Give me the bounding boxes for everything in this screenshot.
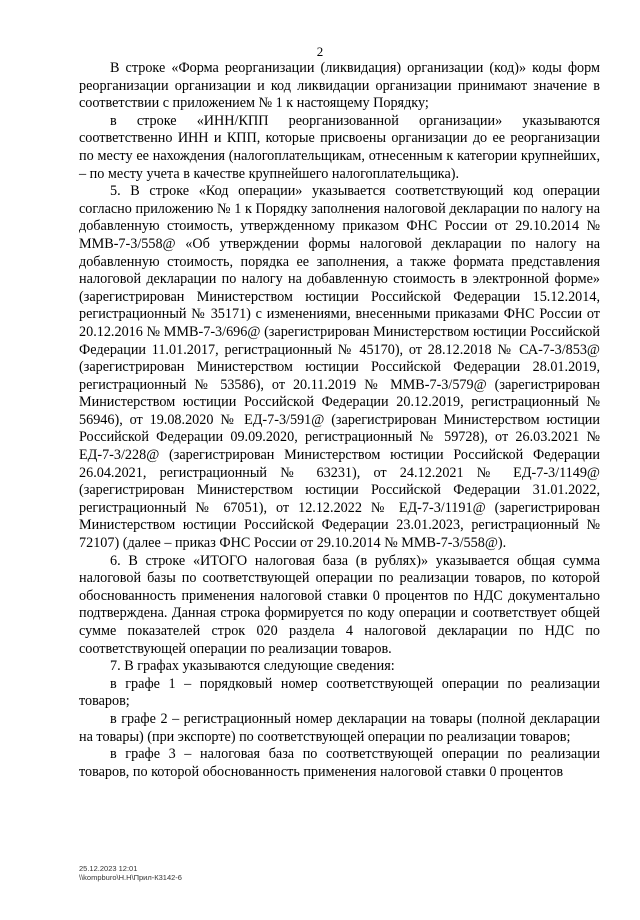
file-footer (79, 864, 182, 882)
footer-file-path: \\kompburo\Н.Н\Прил-К3142-6 (79, 873, 182, 882)
paragraph-inn-kpp: в строке «ИНН/КПП реорганизованной организации» указываются соответственно ИНН и КПП, которые присвоены организации до ее реорганизации по месту ее нахождения (налогоплательщикам, отнесенным к категории крупнейших, – по месту учета в качестве крупнейшего налогоплательщика). (79, 112, 600, 182)
paragraph-reorganization-form: В строке «Форма реорганизации (ликвидация) организации (код)» коды форм реорганизации организации и код ликвидации организации принимают значение в соответствии с приложением № 1 к настоящему Порядку; (79, 60, 600, 112)
paragraph-column-3: в графе 3 – налоговая база по соответствующей операции по реализации товаров, по которой обоснованность применения налоговой ставки 0 процентов (79, 746, 600, 780)
paragraph-6-total-tax-base: 6. В строке «ИТОГО налоговая база (в рублях)» указывается общая сумма налоговой базы по соответствующей операции по реализации товаров, по которой обоснованность применения налоговой ставки 0 процентов по НДС документально подтверждена. Данная строка формируется по коду операции и соответствует общей сумме показателей строк 020 раздела 4 налоговой декларации по НДС по соответствующей операции по реализации товаров. (79, 552, 600, 657)
footer-timestamp: 25.12.2023 12:01 (79, 864, 138, 873)
page-number: 2 (316, 44, 324, 59)
paragraph-7-columns: 7. В графах указываются следующие сведения: (110, 658, 395, 675)
paragraph-column-2: в графе 2 – регистрационный номер декларации на товары (полной декларации на товары) (при экспорте) по соответствующей операции по реализации товаров; (79, 710, 600, 745)
paragraph-5-operation-code: 5. В строке «Код операции» указывается соответствующий код операции согласно приложению № 1 к Порядку заполнения налоговой декларации по налогу на добавленную стоимость, утвержденному приказом ФНС России от 29.10.2014 № ММВ-7-3/558@ «Об утверждении формы налоговой декларации по налогу на добавленную стоимость, порядка ее заполнения, а также формата представления налоговой декларации по налогу на добавленную стоимость в электронной форме» (зарегистрирован Министерством юстиции Российской Федерации 15.12.2014, регистрационный № 35171) с изменениями, внесенными приказами ФНС России от 20.12.2016 № ММВ-7-3/696@ (зарегистрирован Министерством юстиции Российской Федерации 11.01.2017, регистрационный № 45170), от 28.12.2018 № СА-7-3/853@ (зарегистрирован Министерством юстиции Российской Федерации 28.01.2019, регистрационный № 53586), от 20.11.2019 № ММВ-7-3/579@ (зарегистрирован Министерством юстиции Российской Федерации 20.12.2019, регистрационный № 56946), от 19.08.2020 № ЕД-7-3/591@ (зарегистрирован Министерством юстиции Российской Федерации 09.09.2020, регистрационный № 59728), от 26.03.2021 № ЕД-7-3/228@ (зарегистрирован Министерством юстиции Российской Федерации 26.04.2021, регистрационный № 63231), от 24.12.2021 № ЕД-7-3/1149@ (зарегистрирован Министерством юстиции Российской Федерации 31.01.2022, регистрационный № 67051), от 12.12.2022 № ЕД-7-3/1191@ (зарегистрирован Министерством юстиции Российской Федерации 23.01.2023, регистрационный № 72107) (далее – приказ ФНС России от 29.10.2014 № ММВ-7-3/558@). (79, 183, 600, 552)
paragraph-column-1: в графе 1 – порядковый номер соответствующей операции по реализации товаров; (79, 675, 600, 710)
document-body (79, 60, 600, 781)
